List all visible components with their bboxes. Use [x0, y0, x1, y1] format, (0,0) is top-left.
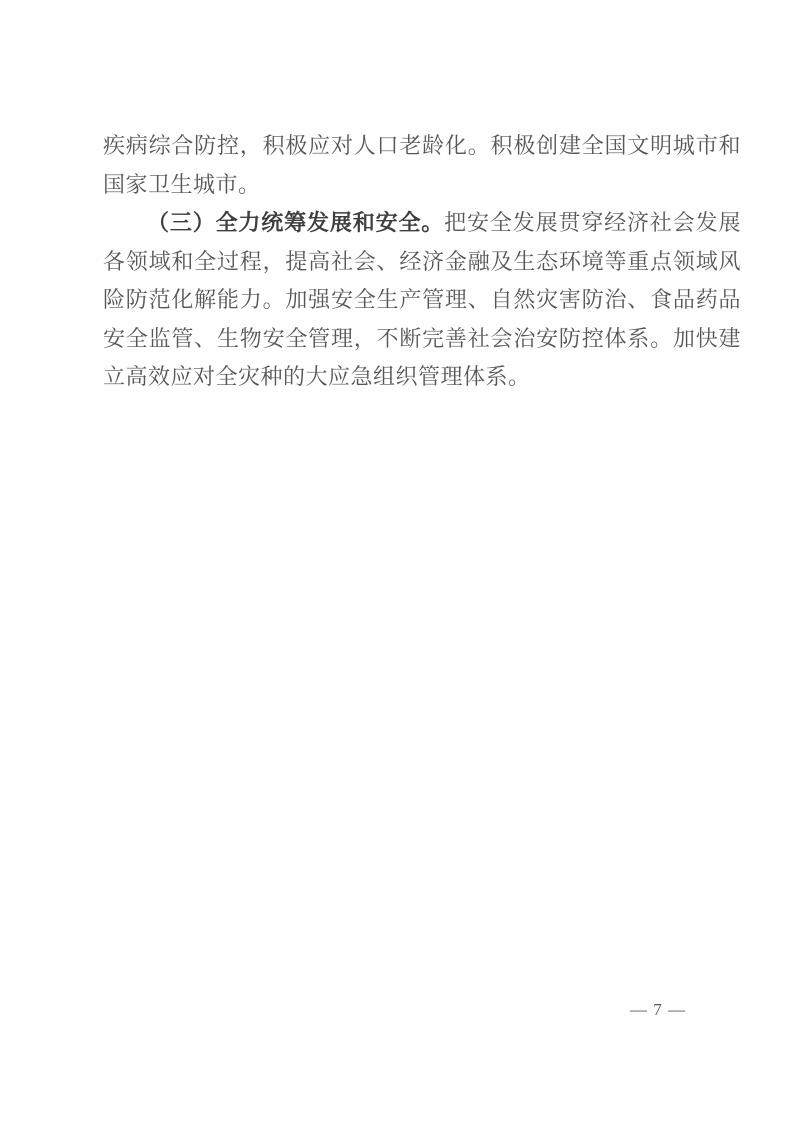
paragraph-section-three — [103, 204, 741, 397]
page-number: — 7 — — [630, 1000, 686, 1019]
document-body — [103, 127, 741, 397]
paragraph-continuation-text: 疾病综合防控，积极应对人口老龄化。积极创建全国文明城市和国家卫生城市。 — [103, 133, 741, 197]
paragraph-continuation — [103, 127, 741, 204]
section-three-heading: （三）全力统筹发展和安全。 — [147, 210, 445, 235]
section-three-body-text: 把安全发展贯穿经济社会发展各领域和全过程，提高社会、经济金融及生态环境等重点领域风险防范化解能力。加强安全生产管理、自然灾害防治、食品药品安全监管、生物安全管理，不断完善社会治安防控体系。加快建立高效应对全灾种的大应急组织管理体系。 — [103, 210, 741, 389]
